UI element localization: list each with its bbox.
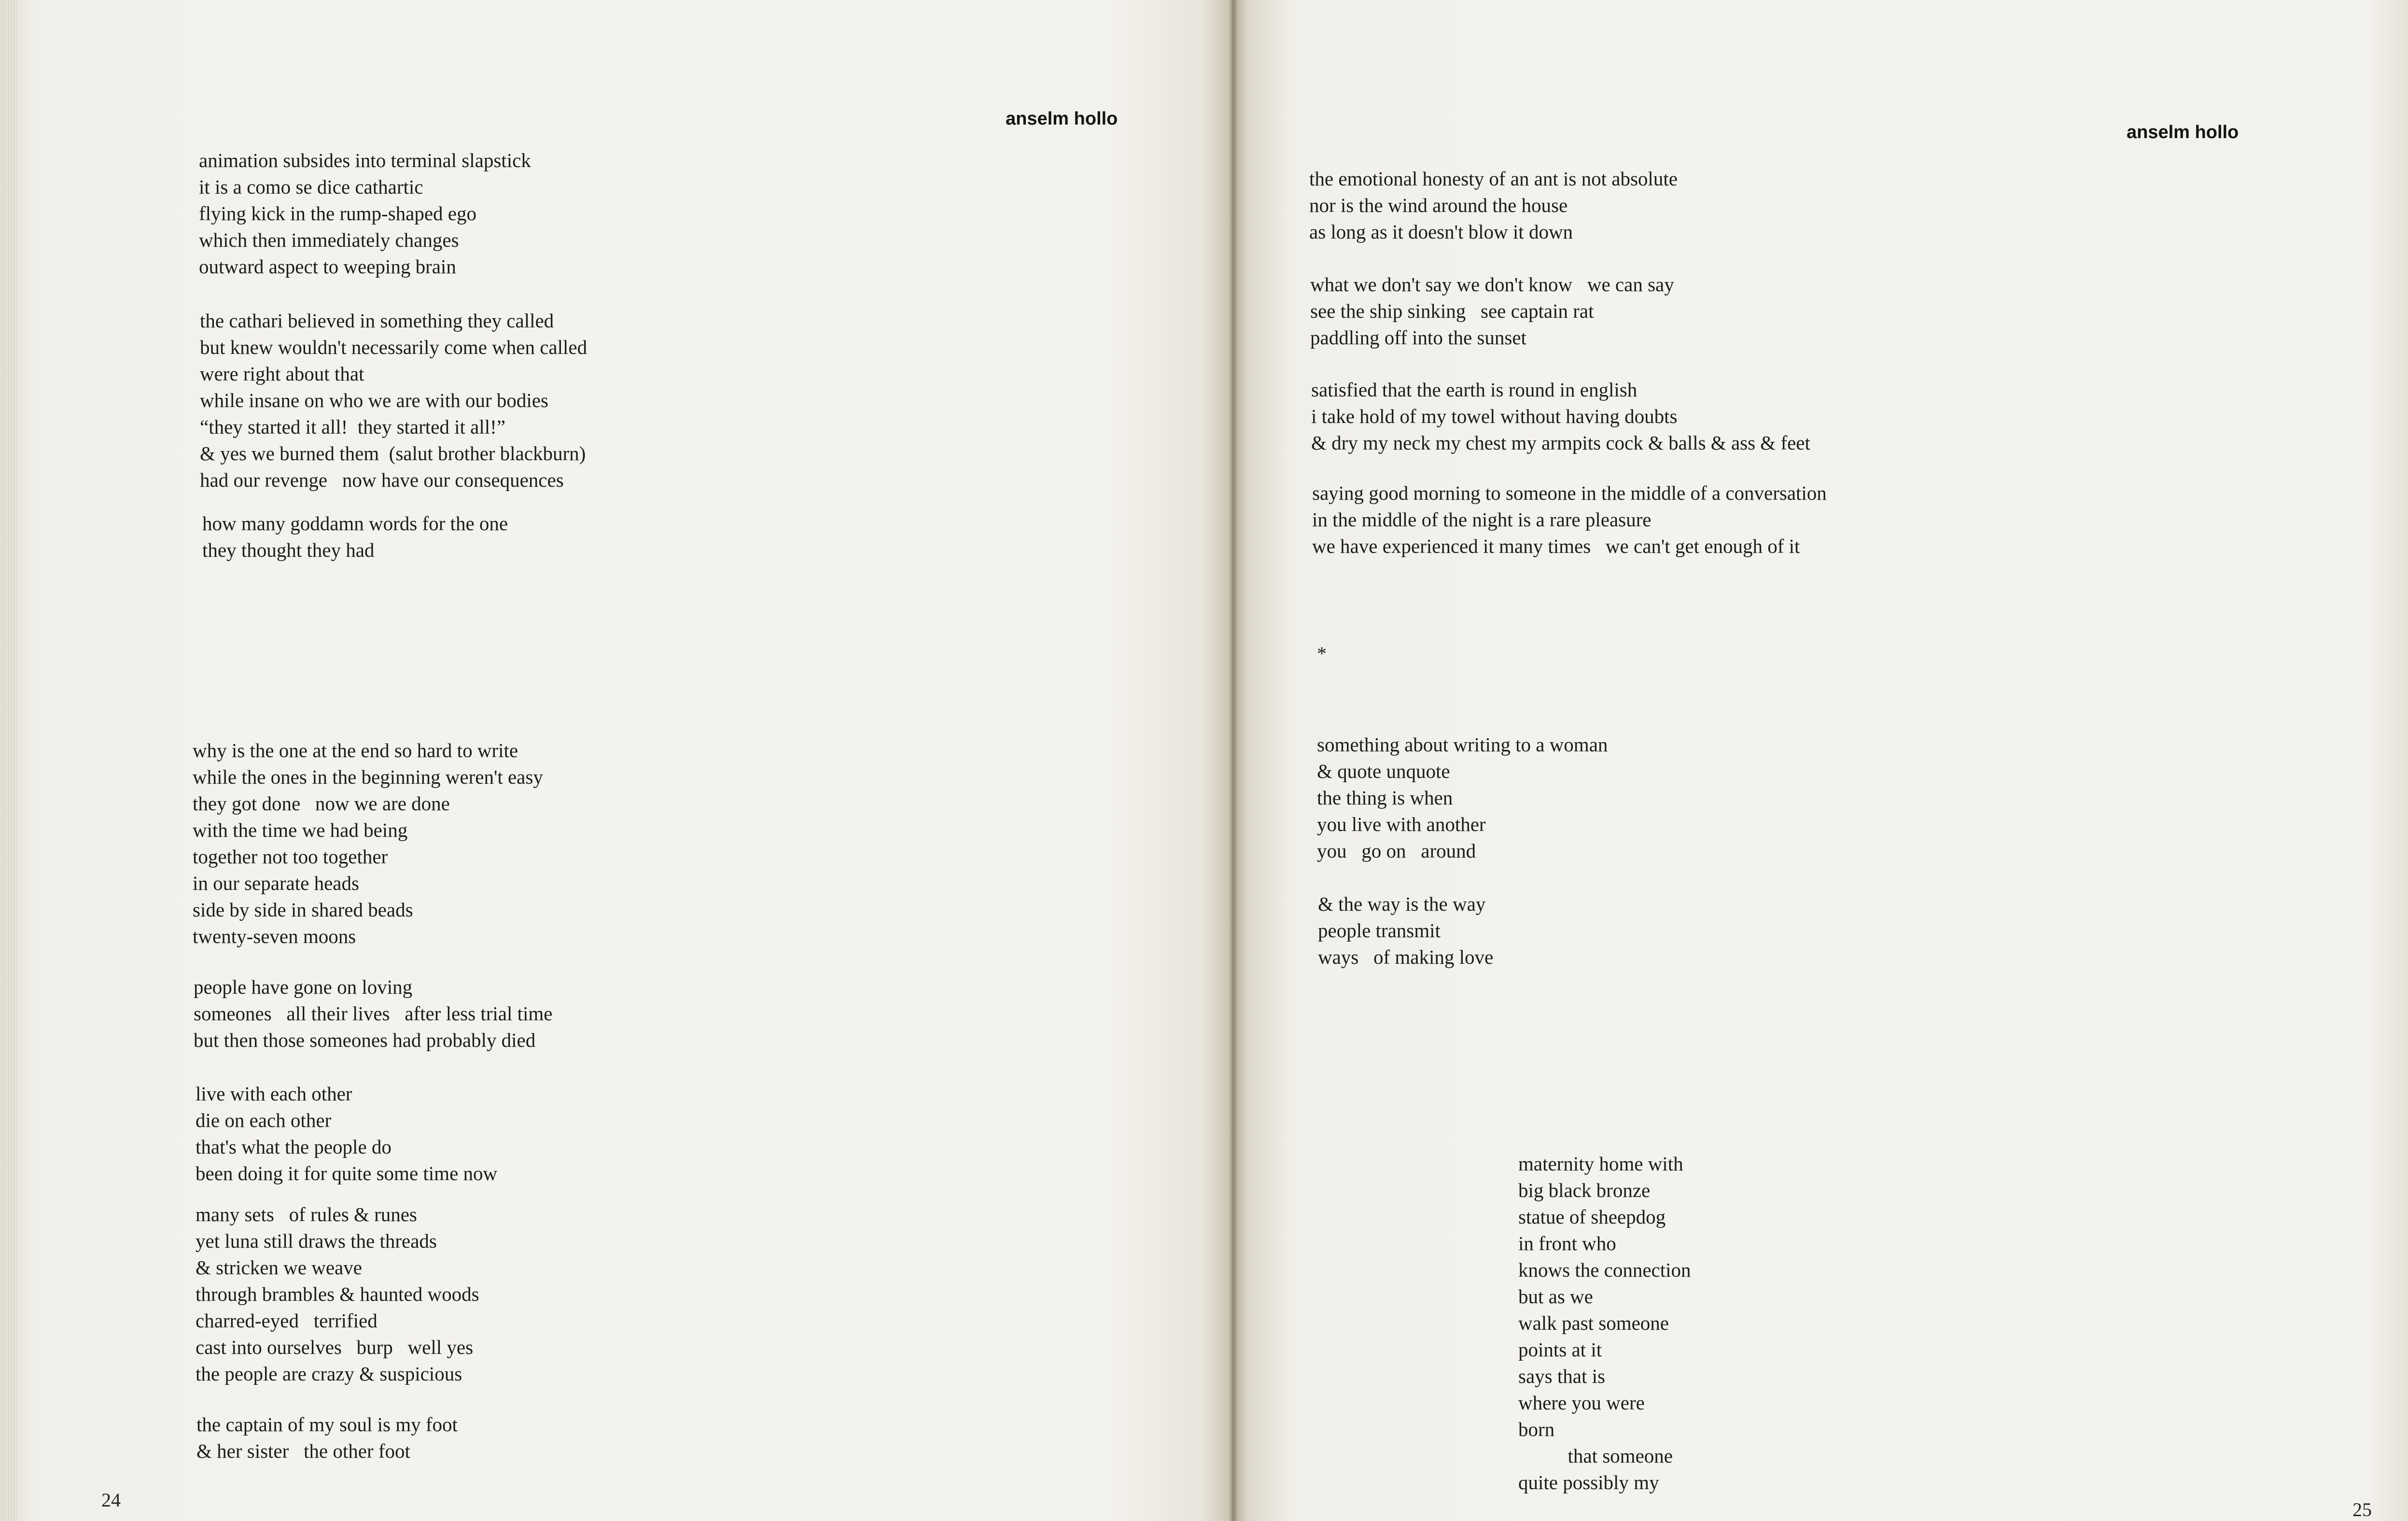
poem-stanza	[1309, 166, 1678, 245]
poem-line: statue of sheepdog	[1518, 1206, 1666, 1228]
poem-stanza	[193, 737, 543, 950]
poem-line: while insane on who we are with our bodies	[200, 389, 548, 411]
poem-line: the cathari believed in something they called	[200, 310, 554, 332]
poem-line: while the ones in the beginning weren't easy	[193, 766, 543, 788]
poem-line: & dry my neck my chest my armpits cock & balls & ass & feet	[1311, 432, 1810, 454]
poem-line: you live with another	[1317, 813, 1486, 835]
page-number: 24	[101, 1489, 121, 1511]
poem-line: were right about that	[200, 363, 364, 385]
poem-line: & stricken we weave	[196, 1256, 362, 1279]
poem-line: that's what the people do	[196, 1136, 392, 1158]
poem-line: many sets of rules & runes	[196, 1203, 417, 1225]
poem-stanza	[202, 510, 508, 563]
poem-line: twenty-seven moons	[193, 925, 356, 947]
poem-line: why is the one at the end so hard to write	[193, 739, 518, 761]
poem-line: quite possibly my	[1518, 1471, 1659, 1493]
poem-line: as long as it doesn't blow it down	[1309, 221, 1573, 243]
section-separator: *	[1317, 643, 1327, 664]
poem-line: “they started it all! they started it all!”	[200, 416, 505, 438]
poem-stanza	[1312, 480, 1827, 560]
page-edge-stack	[0, 0, 17, 1521]
poem-line: flying kick in the rump-shaped ego	[199, 202, 477, 225]
poem-line: i take hold of my towel without having doubts	[1311, 405, 1678, 427]
poem-line: satisfied that the earth is round in english	[1311, 379, 1638, 401]
poem-line: live with each other	[196, 1083, 352, 1105]
poem-line: nor is the wind around the house	[1309, 194, 1568, 216]
poem-line: someones all their lives after less trial time	[194, 1002, 553, 1025]
right-page	[1233, 0, 2408, 1521]
poem-line: something about writing to a woman	[1317, 733, 1608, 756]
poem-line: walk past someone	[1518, 1312, 1669, 1334]
running-head: anselm hollo	[1006, 109, 1118, 129]
poem-line: the captain of my soul is my foot	[196, 1413, 458, 1436]
poem-line: which then immediately changes	[199, 229, 459, 251]
poem-line: but then those someones had probably died	[194, 1029, 536, 1051]
poem-stanza	[196, 1081, 497, 1187]
poem-line: die on each other	[196, 1109, 332, 1131]
poem-line: big black bronze	[1518, 1179, 1651, 1201]
poem-line: animation subsides into terminal slapstick	[199, 149, 531, 171]
poem-line: but as we	[1518, 1285, 1593, 1308]
poem-line: saying good morning to someone in the middle of a conversation	[1312, 482, 1827, 504]
running-head: anselm hollo	[2127, 122, 2239, 142]
poem-stanza	[1318, 891, 1493, 971]
book-gutter	[1229, 0, 1238, 1521]
poem-line: it is a como se dice cathartic	[199, 176, 423, 198]
poem-line: & the way is the way	[1318, 893, 1486, 915]
poem-stanza	[196, 1201, 479, 1387]
poem-line: together not too together	[193, 845, 388, 868]
poem-stanza	[1310, 271, 1674, 351]
poem-line: how many goddamn words for the one	[202, 512, 508, 535]
poem-line: they got done now we are done	[193, 792, 450, 815]
poem-line: through brambles & haunted woods	[196, 1283, 479, 1305]
poem-line: where you were	[1518, 1392, 1645, 1414]
poem-line: ways of making love	[1318, 946, 1494, 968]
poem-line: maternity home with	[1518, 1153, 1683, 1175]
poem-stanza	[200, 308, 587, 493]
poem-line: the thing is when	[1317, 787, 1453, 809]
poem-line: & quote unquote	[1317, 760, 1450, 782]
poem-line: been doing it for quite some time now	[196, 1162, 498, 1184]
poem-line: cast into ourselves burp well yes	[196, 1336, 474, 1358]
poem-line: outward aspect to weeping brain	[199, 255, 456, 278]
poem-stanza	[194, 974, 553, 1054]
poem-line: with the time we had being	[193, 819, 408, 841]
poem-line: people transmit	[1318, 919, 1441, 942]
poem-line: in our separate heads	[193, 872, 359, 894]
poem-line: they thought they had	[202, 539, 375, 561]
poem-line: had our revenge now have our consequences	[200, 469, 564, 491]
poem-stanza	[1518, 1151, 1691, 1496]
poem-line: that someone	[1518, 1445, 1673, 1467]
poem-stanza	[1311, 377, 1810, 456]
poem-stanza	[1317, 732, 1608, 864]
poem-line: we have experienced it many times we can't get enough of it	[1312, 535, 1800, 557]
poem-line: people have gone on loving	[194, 976, 413, 998]
poem-line: but knew wouldn't necessarily come when called	[200, 336, 588, 358]
poem-line: yet luna still draws the threads	[196, 1230, 437, 1252]
poem-line: says that is	[1518, 1365, 1605, 1387]
page-number: 25	[2352, 1499, 2372, 1521]
poem-line: & her sister the other foot	[196, 1440, 410, 1462]
poem-line: knows the connection	[1518, 1259, 1691, 1281]
poem-line: what we don't say we don't know we can say	[1310, 273, 1674, 296]
poem-stanza	[199, 147, 531, 280]
poem-line: in the middle of the night is a rare pleasure	[1312, 508, 1652, 531]
poem-line: born	[1518, 1418, 1555, 1440]
poem-line: paddling off into the sunset	[1310, 326, 1526, 349]
poem-line: & yes we burned them (salut brother blackburn)	[200, 442, 586, 465]
poem-line: in front who	[1518, 1232, 1616, 1254]
poem-line: charred-eyed terrified	[196, 1310, 378, 1332]
poem-line: the people are crazy & suspicious	[196, 1363, 462, 1385]
poem-stanza	[196, 1411, 458, 1465]
poem-line: see the ship sinking see captain rat	[1310, 300, 1594, 322]
poem-line: the emotional honesty of an ant is not absolute	[1309, 168, 1678, 190]
poem-line: side by side in shared beads	[193, 899, 413, 921]
poem-line: points at it	[1518, 1338, 1602, 1361]
poem-line: you go on around	[1317, 840, 1476, 862]
